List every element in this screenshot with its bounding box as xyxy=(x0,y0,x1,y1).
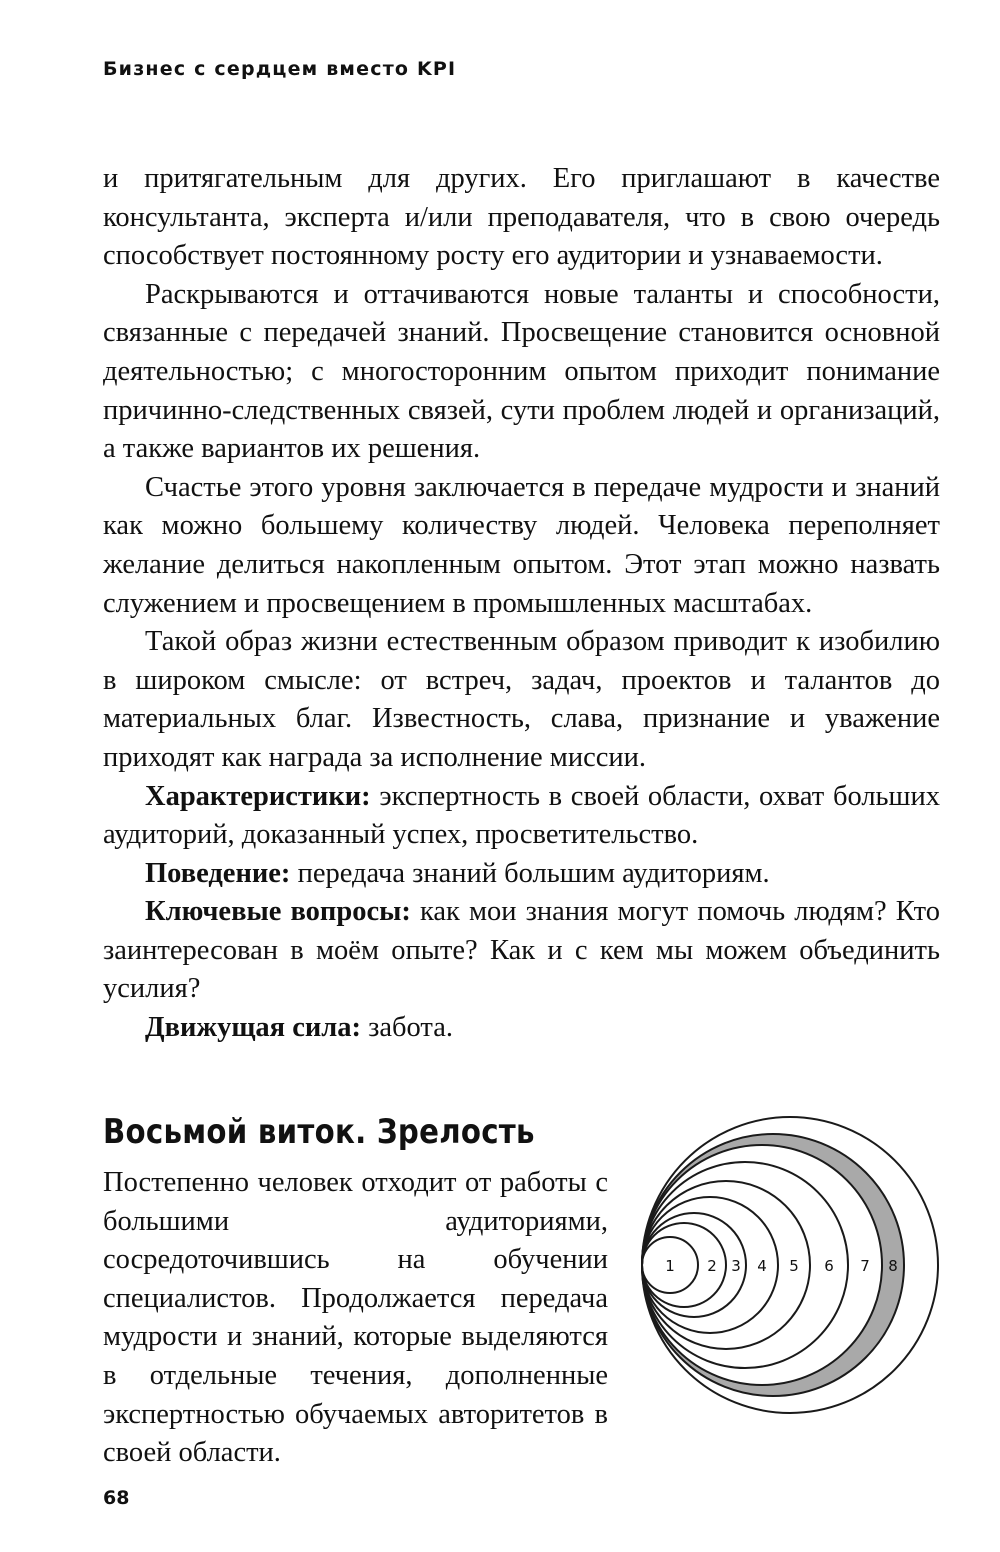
spiral-label-6: 6 xyxy=(824,1257,834,1275)
section-paragraph: Постепенно человек отходит от работы с большими аудиториями, сосредоточившись на обучении специалистов. Продолжается передача мудрости и знаний, которые выделяются в отдельные течения, дополненные экспертностью обучаемых авторитетов в своей области. xyxy=(103,1167,608,1469)
spiral-label-3: 3 xyxy=(731,1257,741,1275)
behavior-text: передача знаний большим аудиториям. xyxy=(297,857,770,889)
paragraph-4: Такой образ жизни естественным образом приводит к изобилию в широком смысле: от встреч, задач, проектов и талантов до материальных благ. Известность, слава, признание и уважение приходят как награда за исполнение миссии. xyxy=(103,626,940,773)
key-questions-text: как мои знания могут помочь людям? Кто заинтересован в моём опыте? Как и с кем мы можем объединить усилия? xyxy=(103,896,940,1005)
spiral-label-4: 4 xyxy=(757,1257,767,1275)
characteristics-text: экспертность в своей области, охват больших аудиторий, доказанный успех, просветительство. xyxy=(103,780,940,851)
spiral-diagram xyxy=(630,1110,950,1430)
driving-force-label: Движущая сила: xyxy=(145,1012,361,1044)
key-questions-paragraph xyxy=(103,893,940,1009)
spiral-label-1: 1 xyxy=(665,1257,675,1275)
paragraph-3: Счастье этого уровня заключается в передаче мудрости и знаний как можно большему количеству людей. Человека переполняет желание делиться накопленным опытом. Этот этап можно назвать служением и просвещением в промышленных масштабах. xyxy=(103,471,940,619)
driving-force-paragraph xyxy=(103,1009,940,1048)
page-number: 68 xyxy=(103,1487,130,1509)
section-heading: Восьмой виток. Зрелость xyxy=(103,1112,535,1152)
spiral-label-2: 2 xyxy=(707,1257,717,1275)
paragraph-1: и притягательным для других. Его приглашают в качестве консультанта, эксперта и/или преподавателя, что в свою очередь способствует постоянному росту его аудитории и узнаваемости. xyxy=(103,163,940,272)
paragraph-2: Раскрываются и оттачиваются новые таланты и способности, связанные с передачей знаний. Просвещение становится основной деятельностью; с многосторонним опытом приходит понимание причинно-следственных связей, сути проблем людей и организаций, а также вариантов их решения. xyxy=(103,278,940,465)
behavior-paragraph xyxy=(103,855,940,894)
behavior-label: Поведение: xyxy=(145,857,291,889)
spiral-label-5: 5 xyxy=(789,1257,799,1275)
characteristics-paragraph xyxy=(103,778,940,855)
driving-force-text: забота. xyxy=(368,1012,453,1044)
running-head: Бизнес с сердцем вместо KPI xyxy=(103,58,457,80)
main-text xyxy=(103,160,940,1048)
spiral-label-7: 7 xyxy=(860,1257,870,1275)
spiral-label-8: 8 xyxy=(888,1257,898,1275)
key-questions-label: Ключевые вопросы: xyxy=(145,896,411,928)
characteristics-label: Характеристики: xyxy=(145,780,371,812)
